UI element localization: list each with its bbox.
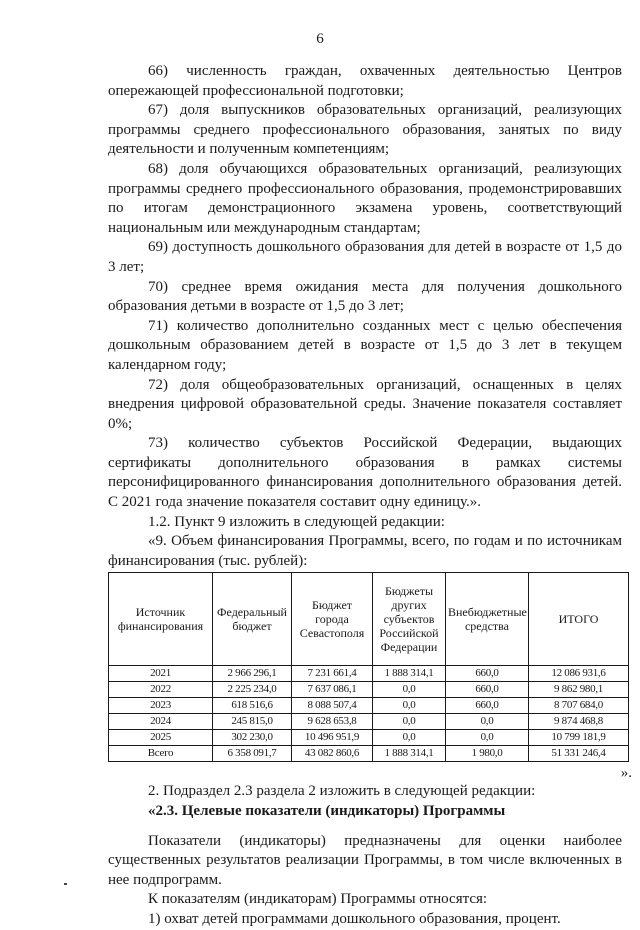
cell-total: 9 874 468,8: [529, 714, 629, 730]
cell-regions: 1 888 314,1: [373, 666, 446, 682]
cell-extra: 660,0: [446, 666, 529, 682]
document-body: [108, 62, 632, 930]
header-federal: Федеральный бюджет: [213, 573, 292, 666]
cell-total: 51 331 246,4: [529, 746, 629, 762]
header-extra: Внебюджетные средства: [446, 573, 529, 666]
cell-city: 10 496 951,9: [292, 730, 373, 746]
list-item-66: 66) численность граждан, охваченных деятельностью Центров опережающей профессиональной подготовки;: [108, 63, 622, 99]
indicators-list-intro: К показателям (индикаторам) Программы относятся:: [148, 891, 488, 908]
table-row: [109, 666, 629, 682]
cell-regions: 0,0: [373, 714, 446, 730]
cell-total: 9 862 980,1: [529, 682, 629, 698]
amendment-point-2: 2. Подраздел 2.3 раздела 2 изложить в следующей редакции:: [148, 783, 536, 800]
cell-city: 43 082 860,6: [292, 746, 373, 762]
list-item-69: 69) доступность дошкольного образования для детей в возрасте от 1,5 до 3 лет;: [108, 239, 622, 275]
cell-federal: 2 225 234,0: [213, 682, 292, 698]
cell-federal: 245 815,0: [213, 714, 292, 730]
scan-artifact: [64, 883, 67, 885]
cell-city: 7 637 086,1: [292, 682, 373, 698]
cell-regions: 1 888 314,1: [373, 746, 446, 762]
cell-extra: 660,0: [446, 698, 529, 714]
cell-regions: 0,0: [373, 730, 446, 746]
list-item-70: 70) среднее время ожидания места для получения дошкольного образования детьми в возрасте от 1,5 до 3 лет;: [108, 278, 622, 315]
cell-federal: 302 230,0: [213, 730, 292, 746]
table-row: [109, 730, 629, 746]
list-item-71: 71) количество дополнительно созданных мест с целью обеспечения дошкольным образованием детей в возрасте от 1,5 до 3 лет в текущем календарном году;: [108, 317, 622, 373]
cell-regions: 0,0: [373, 698, 446, 714]
table-row-total: [109, 746, 629, 762]
cell-year: 2025: [109, 730, 213, 746]
cell-regions: 0,0: [373, 682, 446, 698]
list-item-68: 68) доля обучающихся образовательных организаций, реализующих программы среднего профессионального образования, продемонстрировавших по итогам демонстрационного экзамена уровень, соответствующий национальным или международным стандартам;: [108, 160, 622, 236]
cell-year: 2021: [109, 666, 213, 682]
cell-year: Всего: [109, 746, 213, 762]
header-total: ИТОГО: [529, 573, 629, 666]
financing-table: [108, 572, 629, 762]
cell-extra: 660,0: [446, 682, 529, 698]
cell-year: 2024: [109, 714, 213, 730]
list-item-72: 72) доля общеобразовательных организаций, оснащенных в целях внедрения цифровой образовательной среды. Значение показателя составляет 0%;: [108, 376, 622, 432]
amendment-point-9: «9. Объем финансирования Программы, всего, по годам и по источникам финансирования (тыс. рублей):: [108, 533, 622, 569]
table-row: [109, 682, 629, 698]
cell-federal: 6 358 091,7: [213, 746, 292, 762]
indicator-item-1: 1) охват детей программами дошкольного образования, процент.: [148, 911, 561, 927]
cell-city: 7 231 661,4: [292, 666, 373, 682]
table-closing-quote: ».: [620, 765, 632, 782]
cell-total: 8 707 684,0: [529, 698, 629, 714]
cell-federal: 2 966 296,1: [213, 666, 292, 682]
table-row: [109, 698, 629, 714]
cell-extra: 1 980,0: [446, 746, 529, 762]
table-row: [109, 714, 629, 730]
table-header-row: [109, 573, 629, 666]
cell-federal: 618 516,6: [213, 698, 292, 714]
cell-extra: 0,0: [446, 730, 529, 746]
cell-total: 12 086 931,6: [529, 666, 629, 682]
header-regions: Бюджеты других субъектов Российской Федерации: [373, 573, 446, 666]
list-item-73: 73) количество субъектов Российской Федерации, выдающих сертификаты дополнительного образования в рамках системы персонифицированного финансирования дополнительного образования детей. С 2021 года значение показателя составит одну единицу.».: [108, 435, 622, 511]
amendment-point-1-2: 1.2. Пункт 9 изложить в следующей редакции:: [148, 513, 445, 530]
indicators-intro: Показатели (индикаторы) предназначены для оценки наиболее существенных результатов реализации Программы, в том числе включенных в нее подпрограмм.: [108, 832, 622, 888]
header-source: Источник финансирования: [109, 573, 213, 666]
cell-total: 10 799 181,9: [529, 730, 629, 746]
page-number: 6: [316, 31, 324, 47]
list-item-67: 67) доля выпускников образовательных организаций, реализующих программы среднего профессионального образования, занятых по виду деятельности и полученным компетенциям;: [108, 102, 622, 158]
cell-extra: 0,0: [446, 714, 529, 730]
cell-city: 8 088 507,4: [292, 698, 373, 714]
header-city: Бюджет города Севастополя: [292, 573, 373, 666]
cell-year: 2023: [109, 698, 213, 714]
cell-year: 2022: [109, 682, 213, 698]
cell-city: 9 628 653,8: [292, 714, 373, 730]
section-heading-2-3: «2.3. Целевые показатели (индикаторы) Программы: [148, 803, 506, 820]
